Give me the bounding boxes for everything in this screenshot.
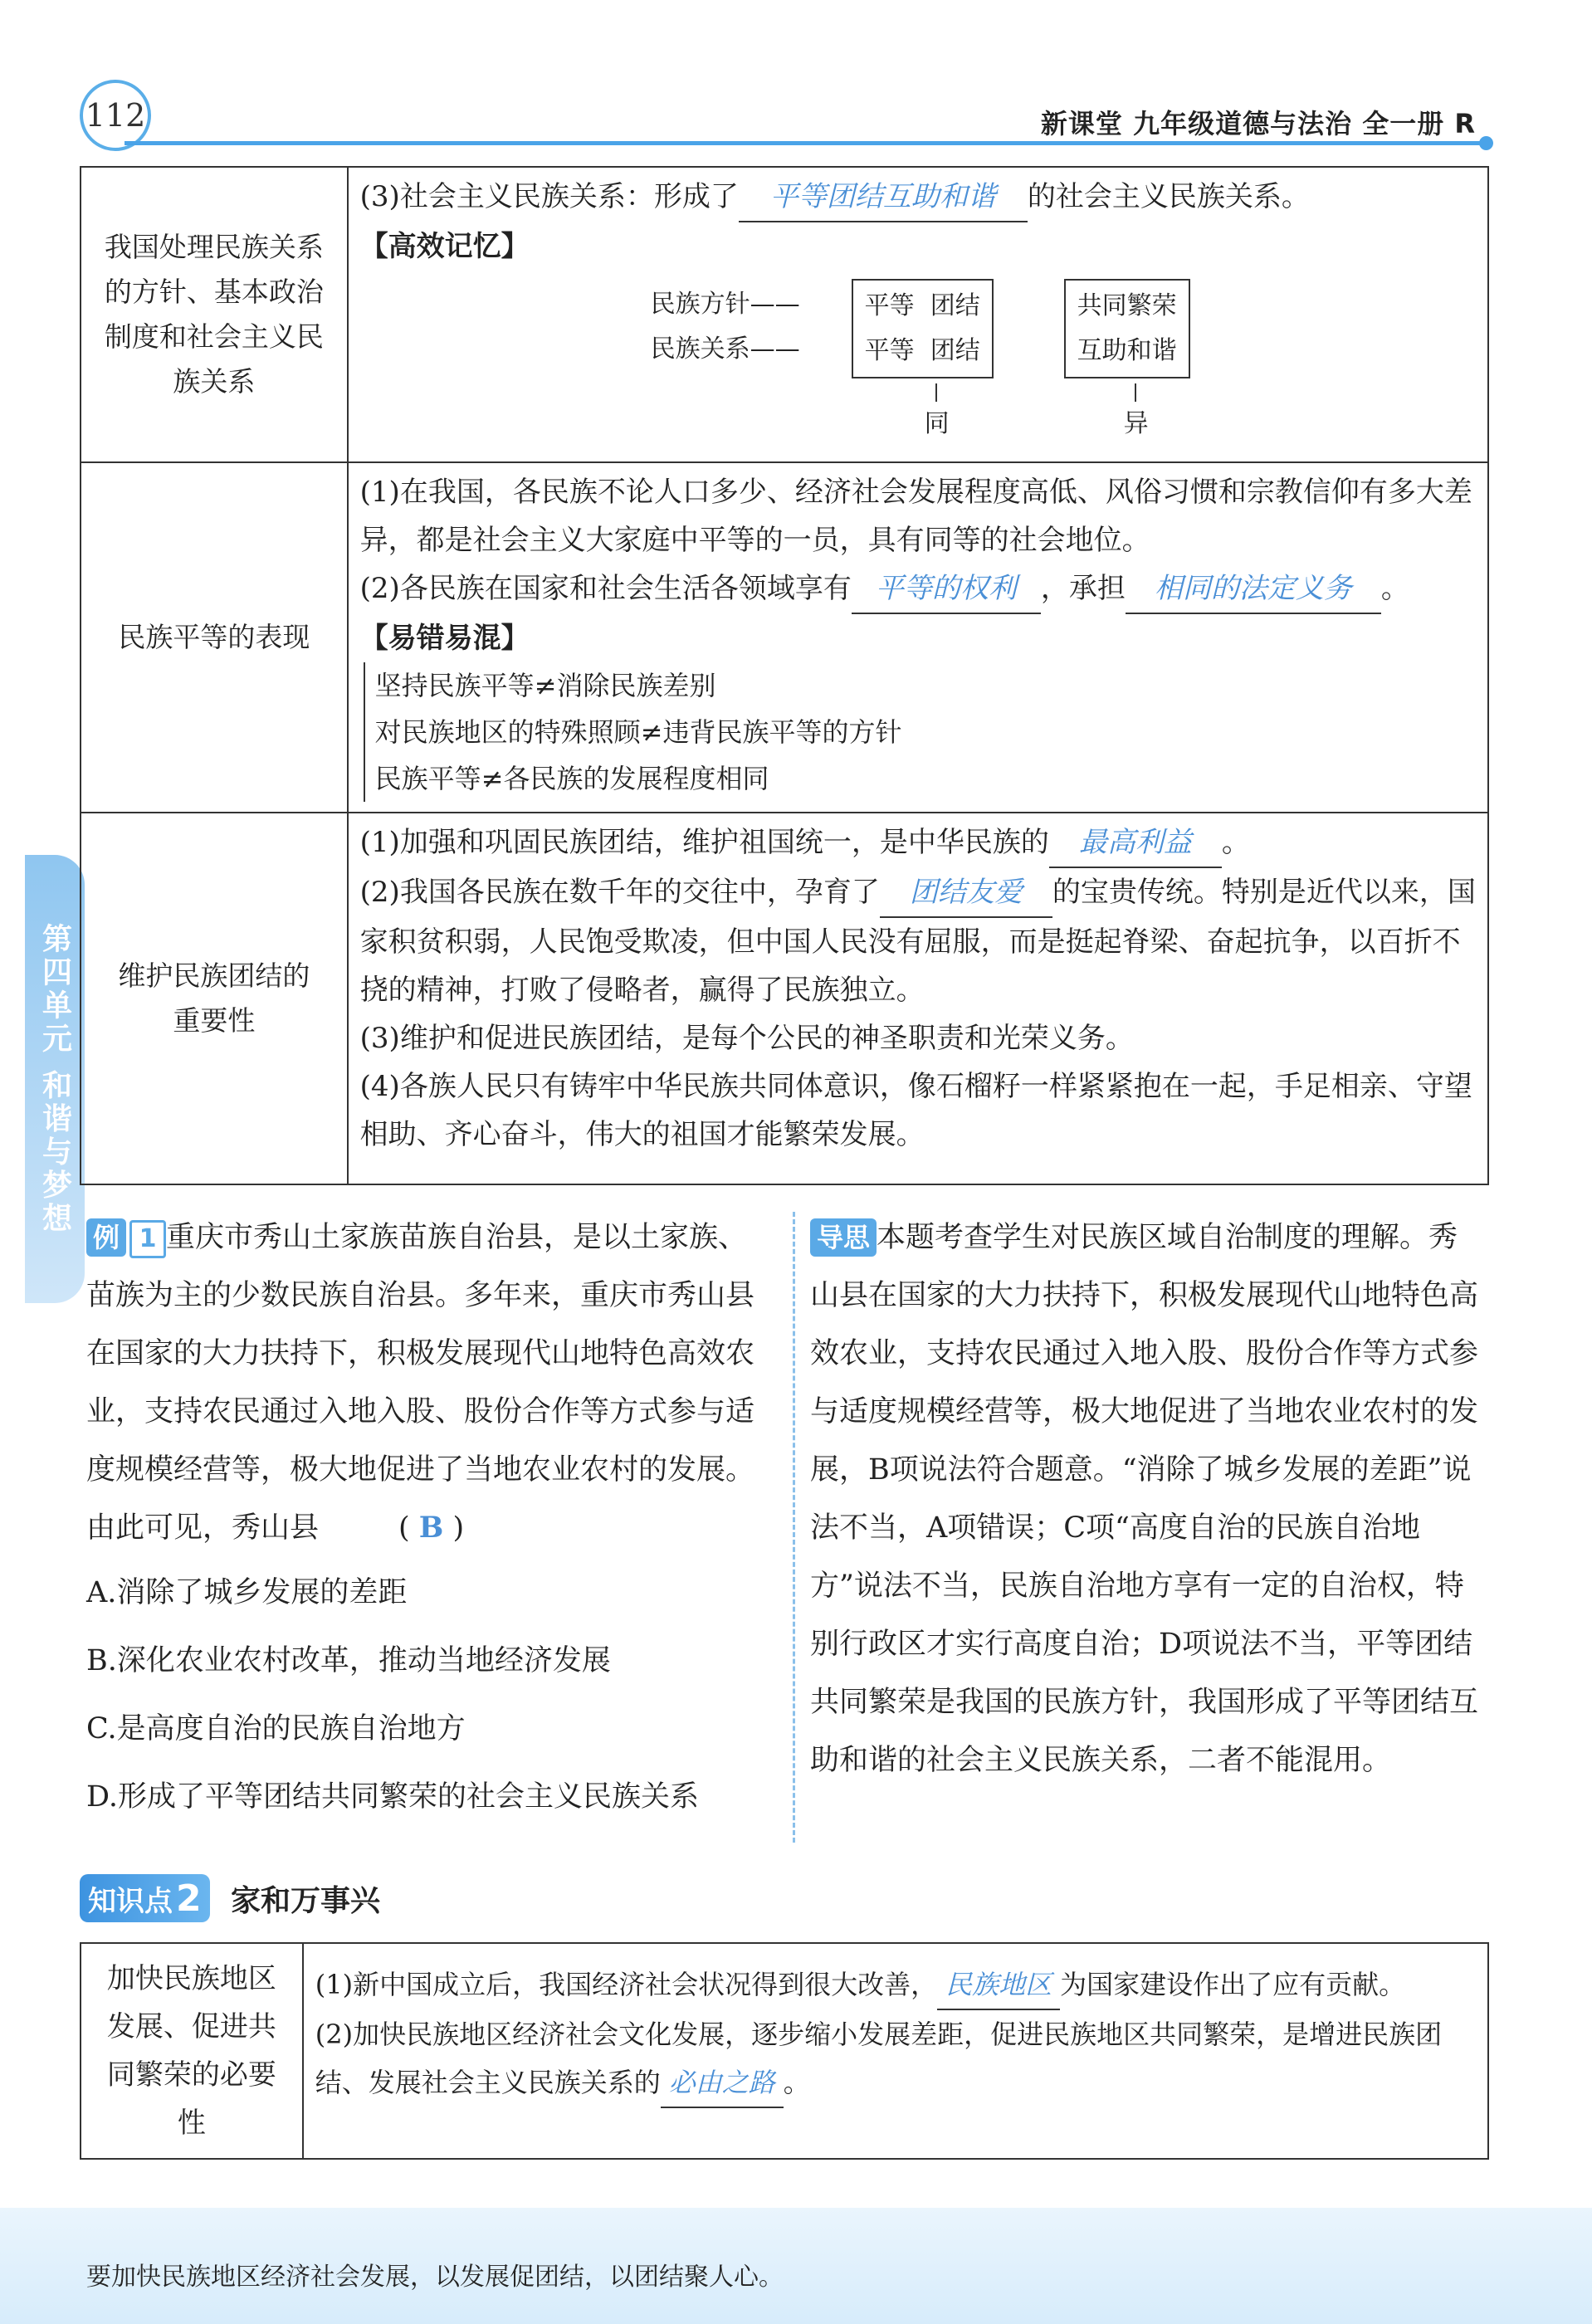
example-number: 1 (129, 1220, 166, 1258)
text: ，承担 (1040, 572, 1126, 605)
kp-number: 2 (176, 1877, 202, 1920)
knowledge-point-title: 家和万事兴 (231, 1884, 381, 1918)
fill-answer: 最高利益 (1049, 818, 1222, 868)
text: 的宝贵传统。特别是近代以来，国家积贫积弱，人民饱受欺凌，但中国人民没有屈服，而是挺起脊梁、奋起抗争，以百折不挠的精神，打败了侵略者，赢得了民族独立。 (359, 876, 1476, 1007)
option: C.是高度自治的民族自治地方 (86, 1712, 466, 1745)
kp-label: 知识点 (88, 1884, 173, 1918)
list-item: 民族平等≠各民族的发展程度相同 (374, 763, 769, 794)
footer-note: 要加快民族地区经济社会发展，以发展促团结，以团结聚人心。 (86, 2263, 784, 2292)
label-relation: 民族关系—— (650, 334, 800, 364)
fill-answer: 平等团结互助和谐 (739, 173, 1028, 222)
answer-letter: B (418, 1511, 444, 1545)
example-question (86, 1208, 775, 1826)
paragraph (360, 564, 1476, 614)
option: A.消除了城乡发展的差距 (86, 1576, 408, 1609)
table-row (81, 813, 1488, 1184)
knowledge-table-1 (80, 166, 1489, 1185)
paragraph (360, 818, 1476, 868)
mistake-list (364, 662, 1476, 802)
row-heading: 我国处理民族关系的方针、基本政治制度和社会主义民族关系 (81, 167, 348, 462)
text: (2)加快民族地区经济社会文化发展，逐步缩小发展差距，促进民族地区共同繁荣，是增进民族团结、发展社会主义民族关系的 (315, 2019, 1443, 2098)
row-content (348, 813, 1488, 1184)
option: B.深化农业农村改革，推动当地经济发展 (86, 1644, 611, 1677)
label-same: 同 (924, 409, 950, 438)
table-row (81, 167, 1488, 462)
book-title: 新课堂 九年级道德与法治 全一册 R (1040, 108, 1476, 139)
column-divider (793, 1212, 795, 1843)
connector (935, 383, 937, 402)
guide-tag: 导思 (810, 1218, 877, 1257)
memo-diagram (360, 271, 1476, 437)
option: D.形成了平等团结共同繁荣的社会主义民族关系 (86, 1780, 699, 1814)
list-item: 坚持民族平等≠消除民族差别 (374, 670, 716, 701)
example-tag: 例 (86, 1218, 126, 1257)
text: (1)新中国成立后，我国经济社会状况得到很大改善， (315, 1969, 938, 2000)
paragraph: (4)各族人民只有铸牢中华民族共同体意识，像石榴籽一样紧紧抱在一起，手足相亲、守望相助、齐心奋斗，伟大的祖国才能繁荣发展。 (359, 1070, 1472, 1151)
page-number: 112 (80, 80, 151, 151)
mistake-label: 【易错易混】 (359, 622, 530, 655)
fill-answer: 相同的法定义务 (1126, 564, 1381, 614)
paragraph (315, 2010, 1476, 2108)
fill-answer: 团结友爱 (880, 868, 1052, 918)
answer-bracket: ( B ) (398, 1511, 465, 1545)
fill-answer: 平等的权利 (852, 564, 1041, 614)
row-heading: 民族平等的表现 (81, 462, 348, 813)
connector (1135, 383, 1136, 402)
text: 。 (783, 2067, 810, 2098)
row-heading: 维护民族团结的重要性 (81, 813, 348, 1184)
knowledge-point-tag (80, 1874, 210, 1922)
paragraph: (1)在我国，各民族不论人口多少、经济社会发展程度高低、风俗习惯和宗教信仰有多大差异，都是社会主义大家庭中平等的一员，具有同等的社会地位。 (359, 476, 1472, 557)
box-line: 平等 团结 (864, 336, 980, 365)
fill-answer: 必由之路 (661, 2058, 784, 2108)
memo-label: 【高效记忆】 (359, 230, 530, 263)
table-row (81, 462, 1488, 813)
paragraph: (3)维护和促进民族团结，是每个公民的神圣职责和光荣义务。 (359, 1022, 1134, 1055)
text: (2)我国各民族在数千年的交往中，孕育了 (359, 876, 880, 909)
memo-box-diff (1064, 279, 1190, 378)
example-stem (86, 1208, 775, 1557)
guide-text: 本题考查学生对民族区域自治制度的理解。秀山县在国家的大力扶持下，积极发展现代山地特色高效农业，支持农民通过入地入股、股份合作等方式参与适度规模经营等，极大地促进了当地农业农村的发展，B项说法符合题意。“消除了城乡发展的差距”说法不当，A项错误；C项“高度自治的民族自治地方”说法不当，民族自治地方享有一定的自治权，特别行政区才实行高度自治；D项说法不当，平等团结共同繁荣是我国的民族方针，我国形成了平等团结互助和谐的社会主义民族关系，二者不能混用。 (810, 1221, 1479, 1777)
text: 。 (1380, 572, 1409, 605)
label-diff: 异 (1123, 409, 1149, 438)
paragraph (315, 1960, 1476, 2010)
box-line: 互助和谐 (1077, 336, 1177, 365)
text: 为国家建设作出了应有贡献。 (1060, 1969, 1406, 2000)
box-line: 平等 团结 (864, 291, 980, 320)
row-content (303, 1943, 1488, 2159)
label-policy: 民族方针—— (650, 290, 800, 319)
memo-box-same (852, 279, 994, 378)
text: (3)社会主义民族关系：形成了 (359, 180, 739, 213)
table-row (81, 1943, 1488, 2159)
row-content (348, 167, 1488, 462)
paragraph (360, 173, 1476, 222)
row-heading: 加快民族地区发展、促进共同繁荣的必要性 (81, 1943, 303, 2159)
stem-text: 重庆市秀山土家族苗族自治县，是以土家族、苗族为主的少数民族自治县。多年来，重庆市秀山县在国家的大力扶持下，积极发展现代山地特色高效农业，支持农民通过入地入股、股份合作等方式参与适度规模经营等，极大地促进了当地农业农村的发展。由此可见，秀山县 (86, 1221, 755, 1545)
fill-answer: 民族地区 (937, 1960, 1060, 2010)
knowledge-table-2 (80, 1942, 1489, 2160)
text: (2)各民族在国家和社会生活各领域享有 (359, 572, 852, 605)
header-rule (125, 141, 1486, 145)
example-guide (810, 1208, 1487, 1789)
row-content (348, 462, 1488, 813)
text: (1)加强和巩固民族团结，维护祖国统一，是中华民族的 (359, 826, 1049, 859)
memo-labels (651, 282, 800, 372)
header-dot (1479, 136, 1493, 150)
list-item: 对民族地区的特殊照顾≠违背民族平等的方针 (374, 716, 902, 748)
text: 的社会主义民族关系。 (1027, 180, 1310, 213)
paragraph (360, 868, 1476, 1014)
text: 。 (1221, 826, 1250, 859)
unit-side-tab: 第四单元 和谐与梦想 (25, 855, 85, 1303)
box-line: 共同繁荣 (1077, 291, 1177, 320)
